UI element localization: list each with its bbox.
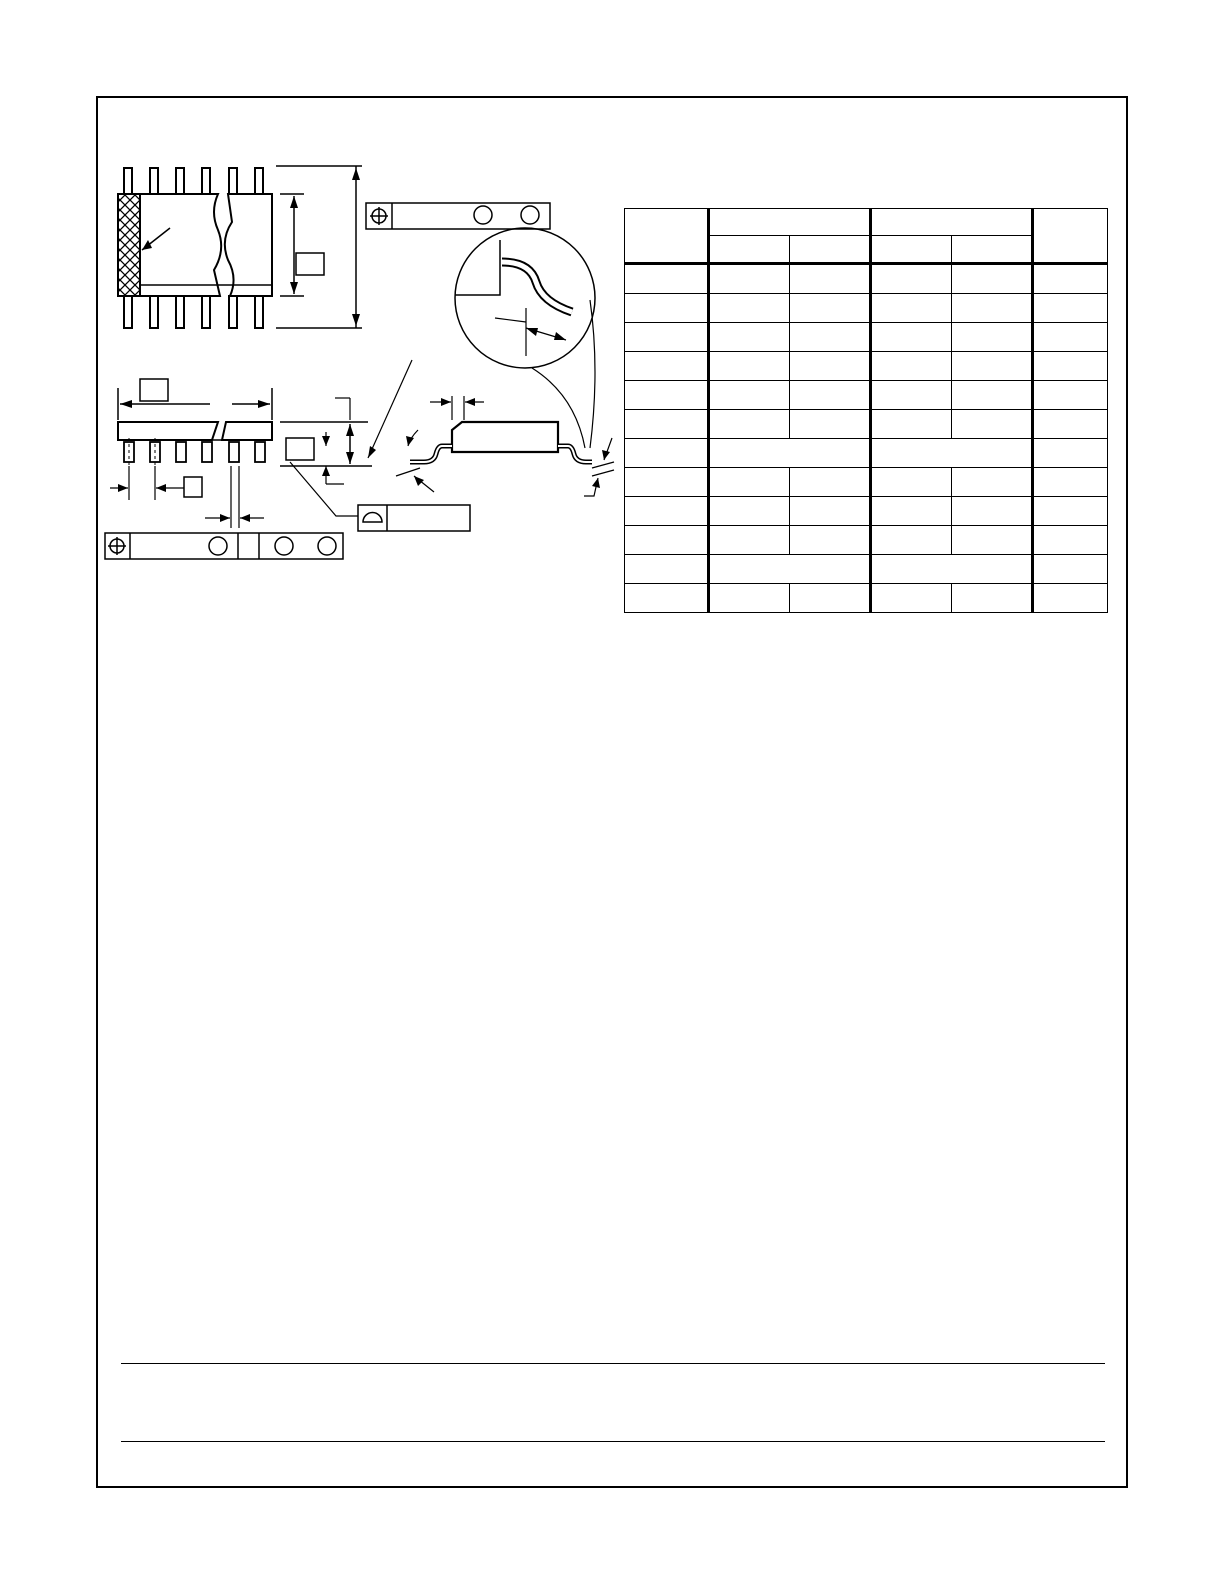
table-cell xyxy=(625,209,709,264)
table-row xyxy=(625,381,1108,410)
pin1-marker-icon xyxy=(118,194,140,296)
footer-rule-top xyxy=(121,1363,1105,1364)
table-cell xyxy=(709,209,871,236)
table-row xyxy=(625,352,1108,381)
table-row xyxy=(625,323,1108,352)
table-row xyxy=(625,264,1108,294)
table-row xyxy=(625,497,1108,526)
bottom-leads xyxy=(124,296,263,328)
datum-a-box xyxy=(140,379,168,401)
table-row xyxy=(625,294,1108,323)
top-view xyxy=(118,166,362,328)
end-view xyxy=(396,396,614,496)
table-row xyxy=(625,410,1108,439)
table-cell xyxy=(709,236,790,264)
footer-rule-bottom xyxy=(121,1441,1105,1442)
flatness-frame xyxy=(358,505,470,531)
table-cell xyxy=(1033,209,1108,264)
dimensions-table xyxy=(624,208,1108,613)
table-row xyxy=(625,439,1108,468)
table-row xyxy=(625,526,1108,555)
table-header-row xyxy=(625,209,1108,236)
table-row xyxy=(625,468,1108,497)
top-leads xyxy=(124,168,263,194)
side-view xyxy=(110,360,412,528)
table-cell xyxy=(871,209,1033,236)
table-cell xyxy=(952,236,1033,264)
table-cell xyxy=(871,236,952,264)
table-cell xyxy=(790,236,871,264)
feature-control-frame-1 xyxy=(366,203,550,229)
side-leads xyxy=(124,442,265,462)
datum-b-box xyxy=(296,253,324,275)
table-row xyxy=(625,584,1108,613)
table-row xyxy=(625,555,1108,584)
feature-control-frame-2 xyxy=(105,533,343,559)
lead-detail xyxy=(455,228,595,448)
